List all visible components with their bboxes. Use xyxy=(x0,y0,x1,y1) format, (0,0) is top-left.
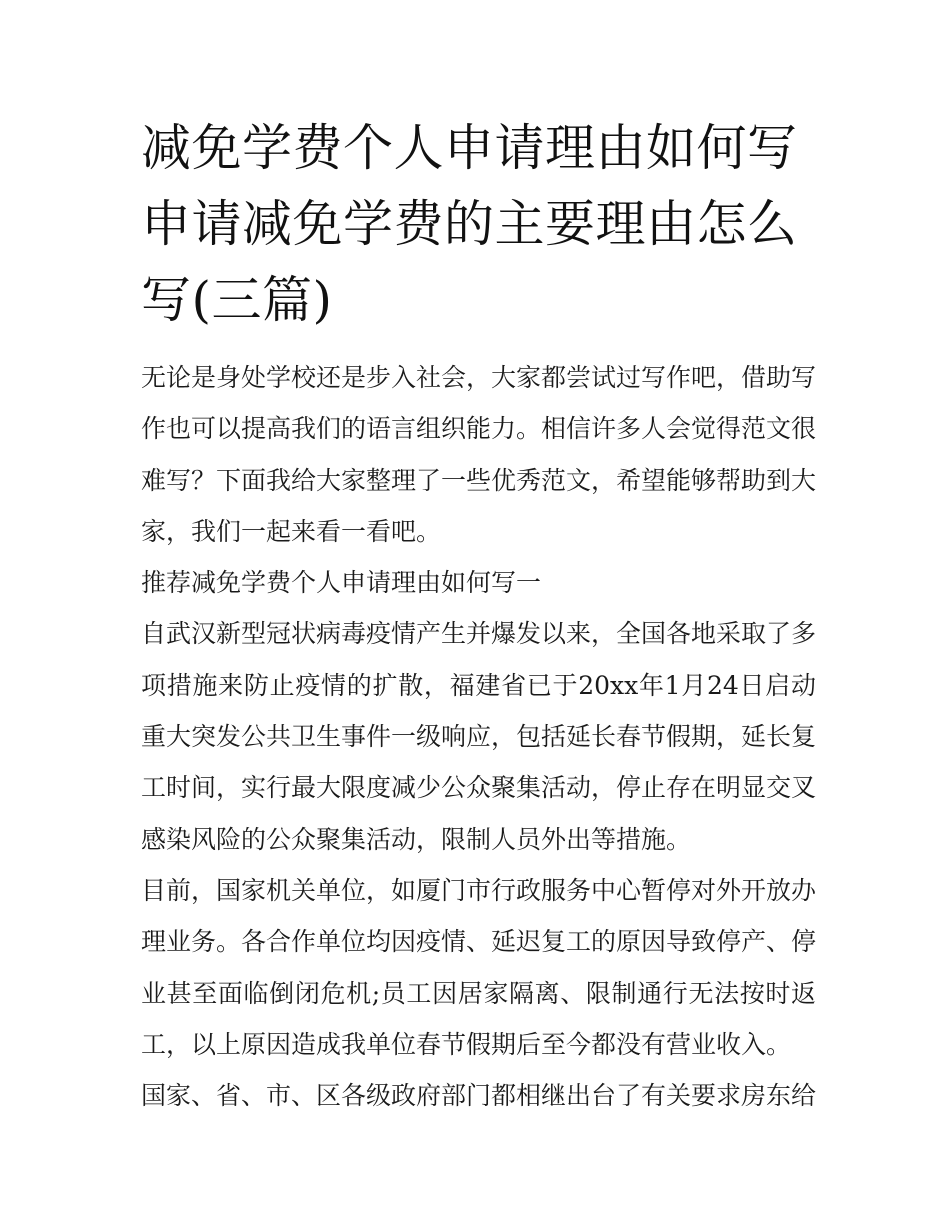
body-paragraph-1: 自武汉新型冠状病毒疫情产生并爆发以来，全国各地采取了多项措施来防止疫情的扩散，福建省已于20xx年1月24日启动重大突发公共卫生事件一级响应，包括延长春节假期，延长复工时间，实行最大限度减少公众聚集活动，停止存在明显交叉感染风险的公众聚集活动，限制人员外出等措施。 xyxy=(141,619,817,854)
body-paragraph-3: 国家、省、市、区各级政府部门都相继出台了有关要求房东给 xyxy=(141,1081,817,1111)
document-title: 减免学费个人申请理由如何写申请减免学费的主要理由怎么写(三篇) xyxy=(141,119,798,329)
section-heading: 推荐减免学费个人申请理由如何写一 xyxy=(141,568,542,598)
intro-paragraph: 无论是身处学校还是步入社会，大家都尝试过写作吧，借助写作也可以提高我们的语言组织能力。相信许多人会觉得范文很难写？下面我给大家整理了一些优秀范文，希望能够帮助到大家，我们一起来看一看吧。 xyxy=(141,363,817,546)
body-paragraph-2: 目前，国家机关单位，如厦门市行政服务中心暂停对外开放办理业务。各合作单位均因疫情、延迟复工的原因导致停产、停业甚至面临倒闭危机;员工因居家隔离、限制通行无法按时返工，以上原因造成我单位春节假期后至今都没有营业收入。 xyxy=(141,875,817,1059)
document-body xyxy=(141,110,816,1121)
